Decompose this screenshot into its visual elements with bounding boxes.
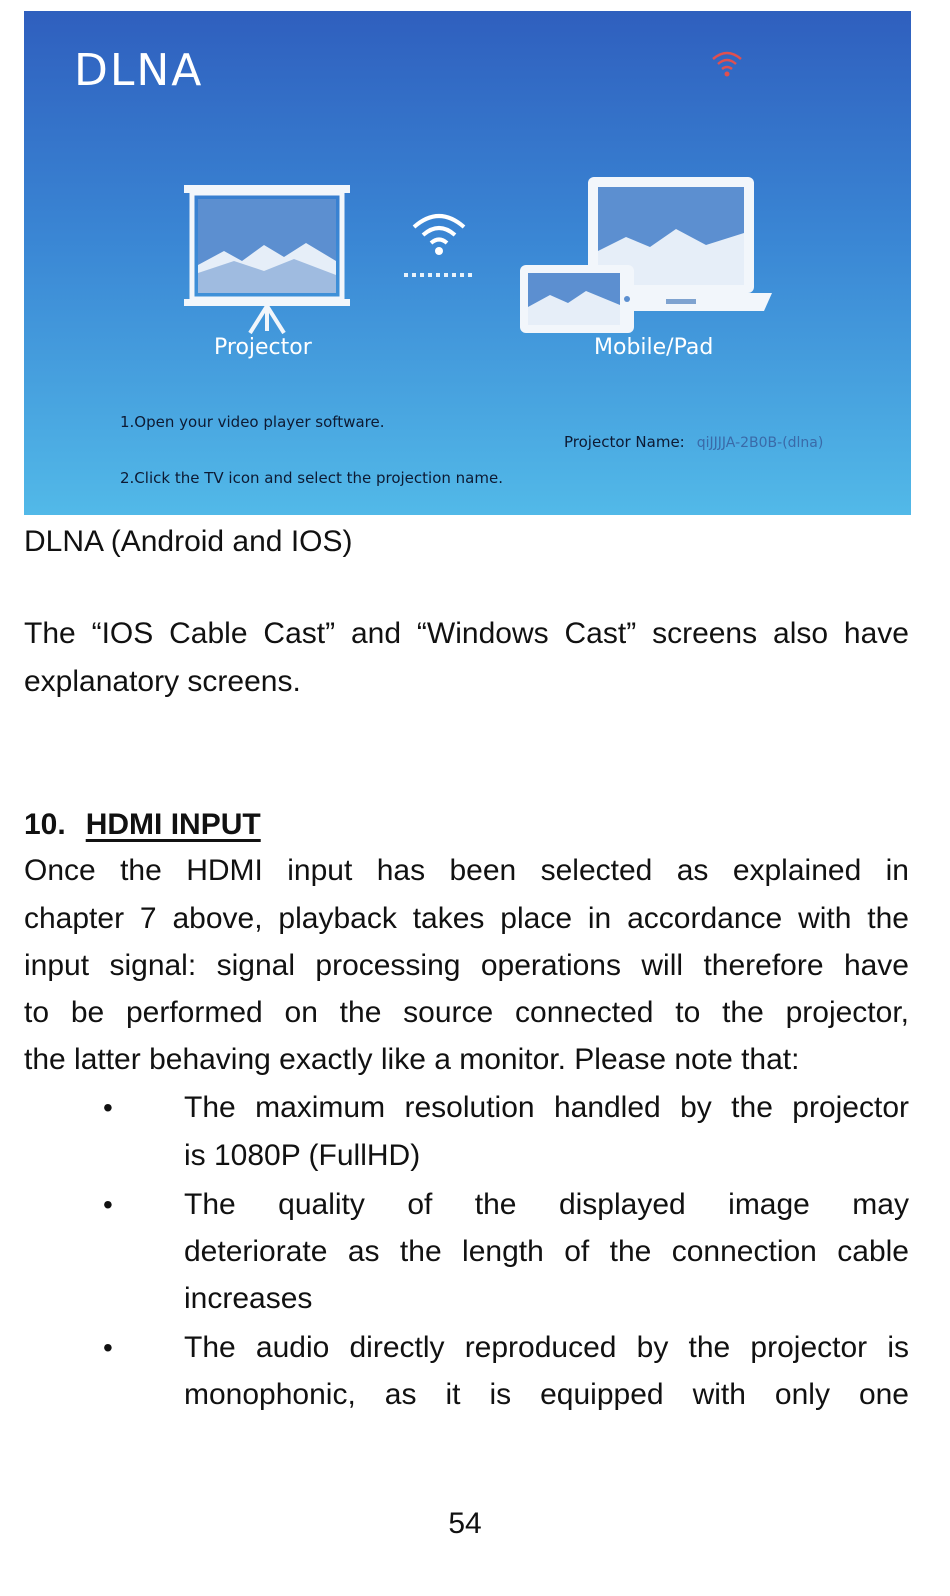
projector-label: Projector — [214, 335, 312, 360]
body-line: the latter behaving exactly like a monitor. Please note that: — [24, 1043, 800, 1076]
bullet-line: monophonic, as it is equipped with only one — [184, 1378, 909, 1411]
bullet-line: deteriorate as the length of the connection cable — [184, 1235, 909, 1268]
wifi-signal-icon — [707, 43, 747, 83]
bullet-line: increases — [184, 1282, 313, 1315]
bullet-point: • — [103, 1092, 113, 1123]
body-line: to be performed on the source connected to the projector, — [24, 996, 909, 1029]
body-line: chapter 7 above, playback takes place in accordance with the — [24, 902, 909, 935]
paragraph-line: The “IOS Cable Cast” and “Windows Cast” screens also have — [24, 617, 909, 650]
screen-title: DLNA — [74, 45, 204, 96]
bullet-line: The quality of the displayed image may — [184, 1188, 909, 1221]
bullet-point: • — [103, 1189, 113, 1220]
bullet-point: • — [103, 1332, 113, 1363]
body-line: input signal: signal processing operations will therefore have — [24, 949, 909, 982]
mobile-pad-icon — [516, 171, 776, 351]
projector-name — [564, 433, 823, 451]
section-number: 10. — [24, 808, 66, 841]
section-heading — [24, 801, 261, 849]
dlna-screenshot — [24, 11, 911, 515]
page-number: 54 — [448, 1507, 482, 1540]
projector-name-value: qiJJJJA-2B0B-(dlna) — [696, 435, 824, 451]
instruction-step-1: 1.Open your video player software. — [120, 413, 385, 431]
mobile-pad-label: Mobile/Pad — [594, 335, 714, 360]
paragraph-line: explanatory screens. — [24, 665, 301, 698]
body-line: Once the HDMI input has been selected as explained in — [24, 854, 909, 887]
image-caption: DLNA (Android and IOS) — [24, 525, 353, 558]
bullet-line: The audio directly reproduced by the projector is — [184, 1331, 909, 1364]
projector-name-label: Projector Name: — [564, 433, 685, 451]
projector-screen-icon — [184, 181, 354, 351]
section-title: HDMI INPUT — [85, 808, 261, 841]
wifi-connection-icon — [404, 201, 474, 291]
bullet-line: is 1080P (FullHD) — [184, 1139, 421, 1172]
bullet-line: The maximum resolution handled by the projector — [184, 1091, 909, 1124]
instruction-step-2: 2.Click the TV icon and select the projection name. — [120, 469, 503, 487]
